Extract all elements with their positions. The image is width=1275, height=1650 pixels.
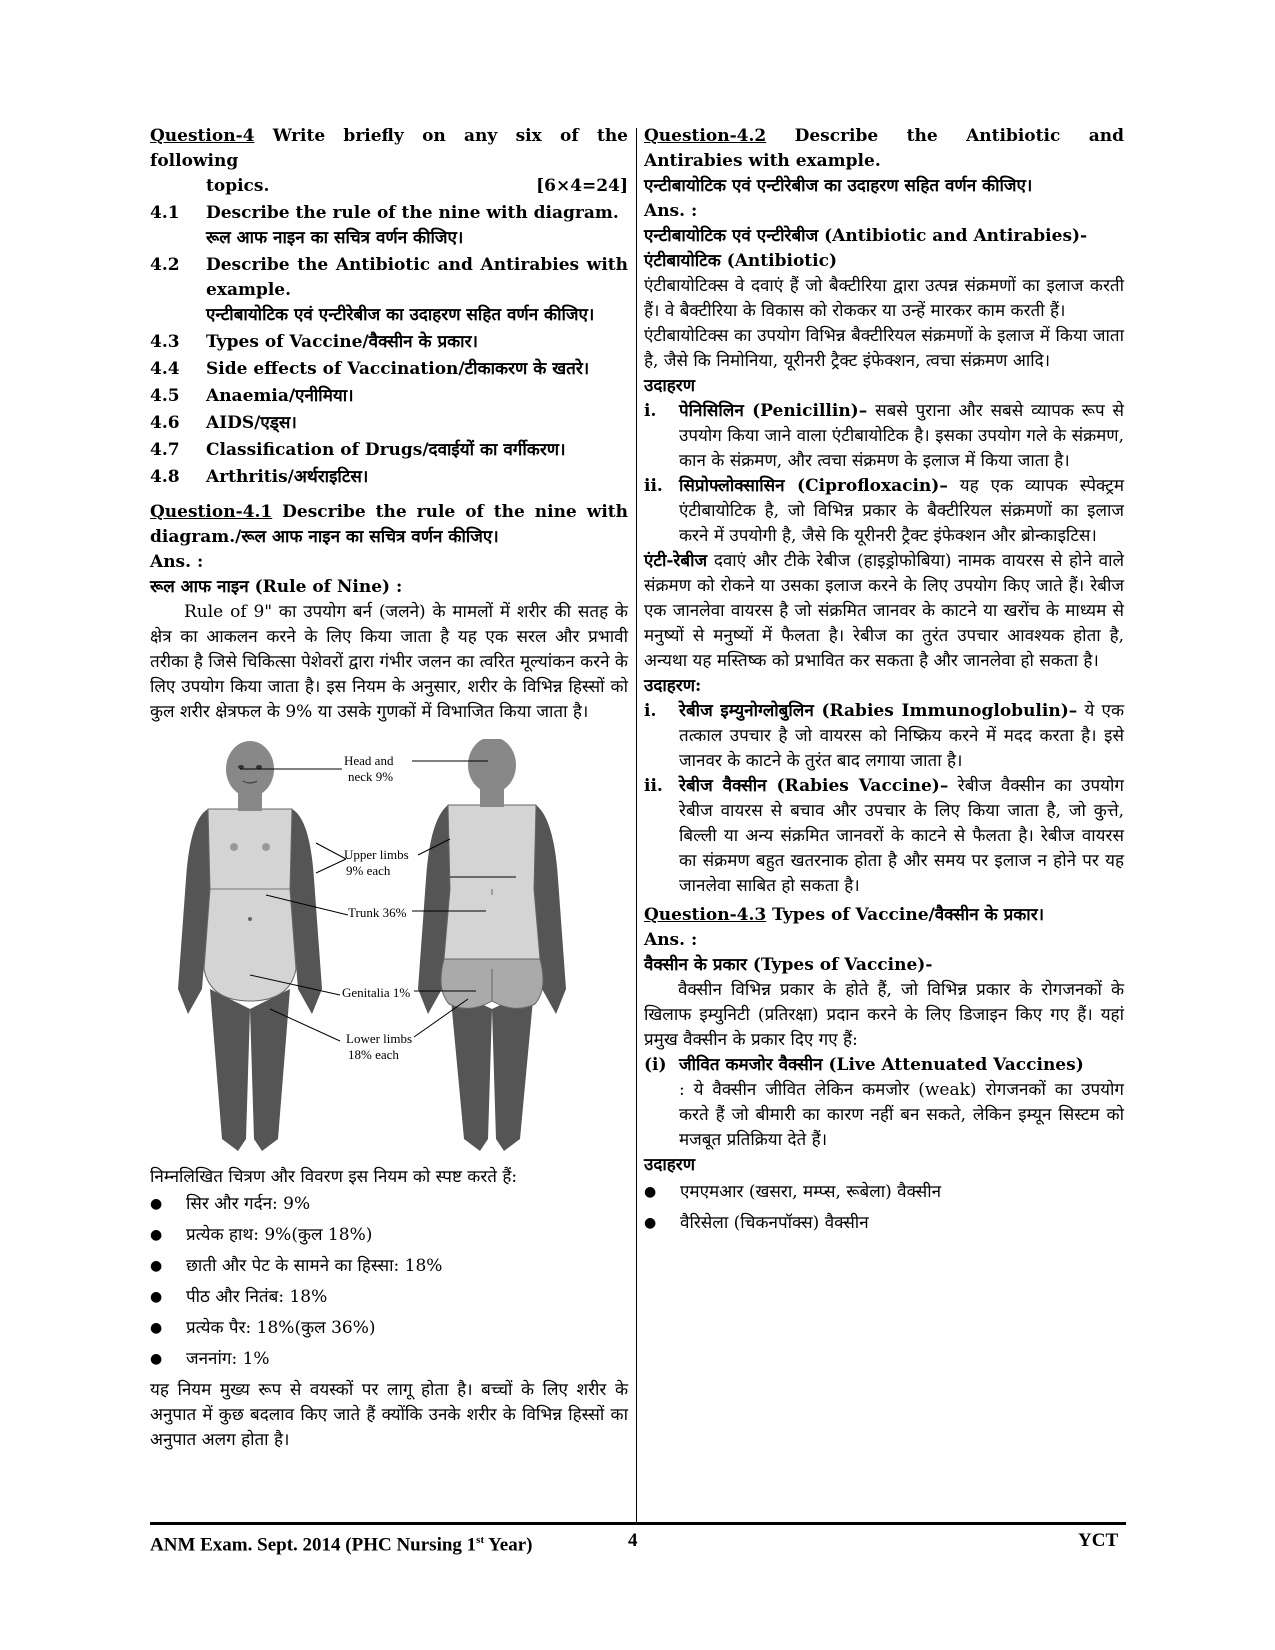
list-item: ● प्रत्येक हाथ: 9%(कुल 18%)	[150, 1225, 373, 1245]
antibiotic-antirabies-heading: एन्टीबायोटिक एवं एन्टीरेबीज (Antibiotic and Antirabies)-	[644, 226, 1088, 246]
label-lower-limbs-1: Lower limbs	[346, 1031, 413, 1046]
front-body-illustration	[178, 741, 322, 1151]
back-body-illustration	[418, 739, 566, 1151]
question-4-2-hindi: एन्टीबायोटिक एवं एन्टीरेबीज का उदाहरण सहित वर्णन कीजिए।	[644, 176, 1033, 196]
marks: [6×4=24]	[536, 176, 628, 196]
rule-of-nine-heading: रूल आफ नाइन (Rule of Nine) :	[150, 577, 403, 597]
topic-4-4: 4.4 Side effects of Vaccination/टीकाकरण के खतरे।	[150, 359, 590, 379]
example-ciprofloxacin: ii. सिप्रोफ्लोक्सासिन (Ciprofloxacin)– यह एक व्यापक स्पेक्ट्रम एंटीबायोटिक है, जो विभिन्न प्रकार के बैक्टीरियल संक्रमणों का इलाज करने में उपयोगी है, जैसे कि यूरीनरी ट्रैक्ट इंफेक्शन और ब्रोन्काइटिस।	[644, 476, 1124, 546]
question-4-3-heading: Question-4.3 Types of Vaccine/वैक्सीन के प्रकार।	[644, 905, 1045, 925]
footer-exam-title: ANM Exam. Sept. 2014 (PHC Nursing 1st Year)	[150, 1534, 533, 1556]
question-4-2-heading: Question-4.2 Describe the Antibiotic and Antirabies with example.	[644, 126, 1124, 171]
topic-4-1: 4.1 Describe the rule of the nine with diagram. रूल आफ नाइन का सचित्र वर्णन कीजिए।	[150, 203, 619, 248]
rule-closing-paragraph: यह नियम मुख्य रूप से वयस्कों पर लागू होता है। बच्चों के लिए शरीर के अनुपात में कुछ बदलाव किए जाते हैं क्योंकि उनके शरीर के विभिन्न हिस्सों का अनुपात अलग होता है।	[150, 1380, 628, 1450]
antibiotic-paragraph-2: एंटीबायोटिक्स का उपयोग विभिन्न बैक्टीरियल संक्रमणों के इलाज में किया जाता है, जैसे कि निमोनिया, यूरीनरी ट्रैक्ट इंफेक्शन, त्वचा संक्रमण आदि।	[644, 326, 1124, 371]
label-upper-limbs-2: 9% each	[346, 863, 391, 878]
label-genitalia: Genitalia 1%	[342, 985, 411, 1000]
examples-heading-2: उदाहरण:	[644, 676, 702, 696]
page-number: 4	[628, 1530, 638, 1551]
example-rabies-vaccine: ii. रेबीज वैक्सीन (Rabies Vaccine)– रेबीज वैक्सीन का उपयोग रेबीज वायरस से बचाव और उपचार के लिए किया जाता है, जो कुत्ते, बिल्ली या अन्य संक्रमित जानवरों के काटने से फैलता है। रेबीज वायरस का संक्रमण बहुत खतरनाक होता है और समय पर इलाज न होने पर यह जानलेवा साबित हो सकता है।	[644, 776, 1124, 896]
rule-of-nine-figure	[150, 739, 628, 1159]
examples-heading: उदाहरण	[644, 376, 696, 396]
list-item: ● वैरिसेला (चिकनपॉक्स) वैक्सीन	[644, 1213, 869, 1233]
antibiotic-subheading: एंटीबायोटिक (Antibiotic)	[644, 251, 837, 271]
column-divider	[636, 128, 637, 1522]
question-4-topics-line: topics. [6×4=24]	[150, 174, 628, 199]
label-lower-limbs-2: 18% each	[348, 1047, 399, 1062]
example-rabies-immunoglobulin: i. रेबीज इम्युनोग्लोबुलिन (Rabies Immunoglobulin)– ये एक तत्काल उपचार है जो वायरस को निष्क्रिय करने में मदद करता है। इसे जानवर के काटने के तुरंत बाद लगाया जाता है।	[644, 701, 1125, 771]
examples-heading-3: उदाहरण	[644, 1155, 696, 1175]
label-head-neck-1: Head and	[344, 753, 394, 768]
rule-bullet-list	[150, 1192, 628, 1372]
question-4-heading: Question-4 Write briefly on any six of the following	[150, 126, 628, 171]
example-penicillin: i. पेनिसिलिन (Penicillin)– सबसे पुराना और सबसे व्यापक रूप से उपयोग किया जाने वाला एंटीबायोटिक है। इसका उपयोग गले के संक्रमण, कान के संक्रमण, और त्वचा संक्रमण के इलाज में किया जाता है।	[644, 401, 1124, 471]
topic-4-7: 4.7 Classification of Drugs/दवाईयों का वर्गीकरण।	[150, 440, 566, 460]
answer-label: Ans. :	[150, 552, 204, 572]
list-item: ● सिर और गर्दन: 9%	[150, 1194, 311, 1214]
topic-4-3: 4.3 Types of Vaccine/वैक्सीन के प्रकार।	[150, 332, 478, 352]
rule-of-nine-paragraph: Rule of 9" का उपयोग बर्न (जलने) के मामलों में शरीर की सतह के क्षेत्र का आकलन करने के लिए किया जाता है यह एक सरल और प्रभावी तरीका है जिसे चिकित्सा पेशेवरों द्वारा गंभीर जलन का त्वरित मूल्यांकन करने के लिए उपयोग किया जाता है। इस नियम के अनुसार, शरीर के विभिन्न हिस्सों को कुल शरीर क्षेत्रफल के 9% या उसके गुणकों में विभाजित किया जाता है।	[150, 602, 628, 722]
rule-intro: निम्नलिखित चित्रण और विवरण इस नियम को स्पष्ट करते हैं:	[150, 1167, 518, 1187]
antirabies-paragraph: एंटी-रेबीज दवाएं और टीके रेबीज (हाइड्रोफोबिया) नामक वायरस से होने वाले संक्रमण को रोकने या उसका इलाज करने के लिए उपयोग किए जाते हैं। रेबीज एक जानलेवा वायरस है जो संक्रमित जानवर के काटने या खरोंच के माध्यम से मनुष्यों से मनुष्यों में फैलता है। रेबीज का तुरंत उपचार आवश्यक होता है, अन्यथा यह मस्तिष्क को प्रभावित कर सकता है और जानलेवा हो सकता है।	[644, 551, 1124, 671]
footer-rule	[150, 1522, 1126, 1525]
question-4-1-heading: Question-4.1 Describe the rule of the nine with diagram./रूल आफ नाइन का सचित्र वर्णन कीजिए।	[150, 502, 628, 547]
topic-4-6: 4.6 AIDS/एड्स।	[150, 413, 297, 433]
list-item: ● जननांग: 1%	[150, 1349, 270, 1369]
footer-publisher: YCT	[1078, 1530, 1119, 1551]
answer-label: Ans. :	[644, 930, 698, 950]
vaccine-types-heading: वैक्सीन के प्रकार (Types of Vaccine)-	[644, 955, 933, 975]
topic-4-5: 4.5 Anaemia/एनीमिया।	[150, 386, 354, 406]
list-item: ● एमएमआर (खसरा, मम्प्स, रूबेला) वैक्सीन	[644, 1182, 942, 1202]
vaccine-type-live-attenuated: (i) जीवित कमजोर वैक्सीन (Live Attenuated Vaccines) : ये वैक्सीन जीवित लेकिन कमजोर (weak) रोगजनकों का उपयोग करते हैं जो बीमारी का कारण नहीं बन सकते, लेकिन इम्यून सिस्टम को मजबूत प्रतिक्रिया देते हैं।	[644, 1055, 1124, 1150]
right-column	[644, 124, 1124, 1242]
left-column	[150, 124, 628, 1453]
topic-4-2: 4.2 Describe the Antibiotic and Antirabies with example. एन्टीबायोटिक एवं एन्टीरेबीज का उदाहरण सहित वर्णन कीजिए।	[150, 255, 628, 325]
label-trunk: Trunk 36%	[348, 905, 407, 920]
list-item: ● छाती और पेट के सामने का हिस्सा: 18%	[150, 1256, 443, 1276]
list-item: ● पीठ और नितंब: 18%	[150, 1287, 328, 1307]
answer-label: Ans. :	[644, 201, 698, 221]
label-upper-limbs-1: Upper limbs	[344, 847, 409, 862]
list-item: ● प्रत्येक पैर: 18%(कुल 36%)	[150, 1318, 376, 1338]
label-head-neck-2: neck 9%	[348, 769, 394, 784]
topic-4-8: 4.8 Arthritis/अर्थराइटिस।	[150, 467, 369, 487]
antibiotic-paragraph-1: एंटीबायोटिक्स वे दवाएं हैं जो बैक्टीरिया द्वारा उत्पन्न संक्रमणों का इलाज करती हैं। वे बैक्टीरिया के विकास को रोककर या उन्हें मारकर काम करती हैं।	[644, 276, 1124, 321]
vaccine-types-paragraph: वैक्सीन विभिन्न प्रकार के होते हैं, जो विभिन्न प्रकार के रोगजनकों के खिलाफ इम्युनिटी (प्रतिरक्षा) प्रदान करने के लिए डिजाइन किए गए हैं। यहां प्रमुख वैक्सीन के प्रकार दिए गए हैं:	[644, 980, 1124, 1050]
